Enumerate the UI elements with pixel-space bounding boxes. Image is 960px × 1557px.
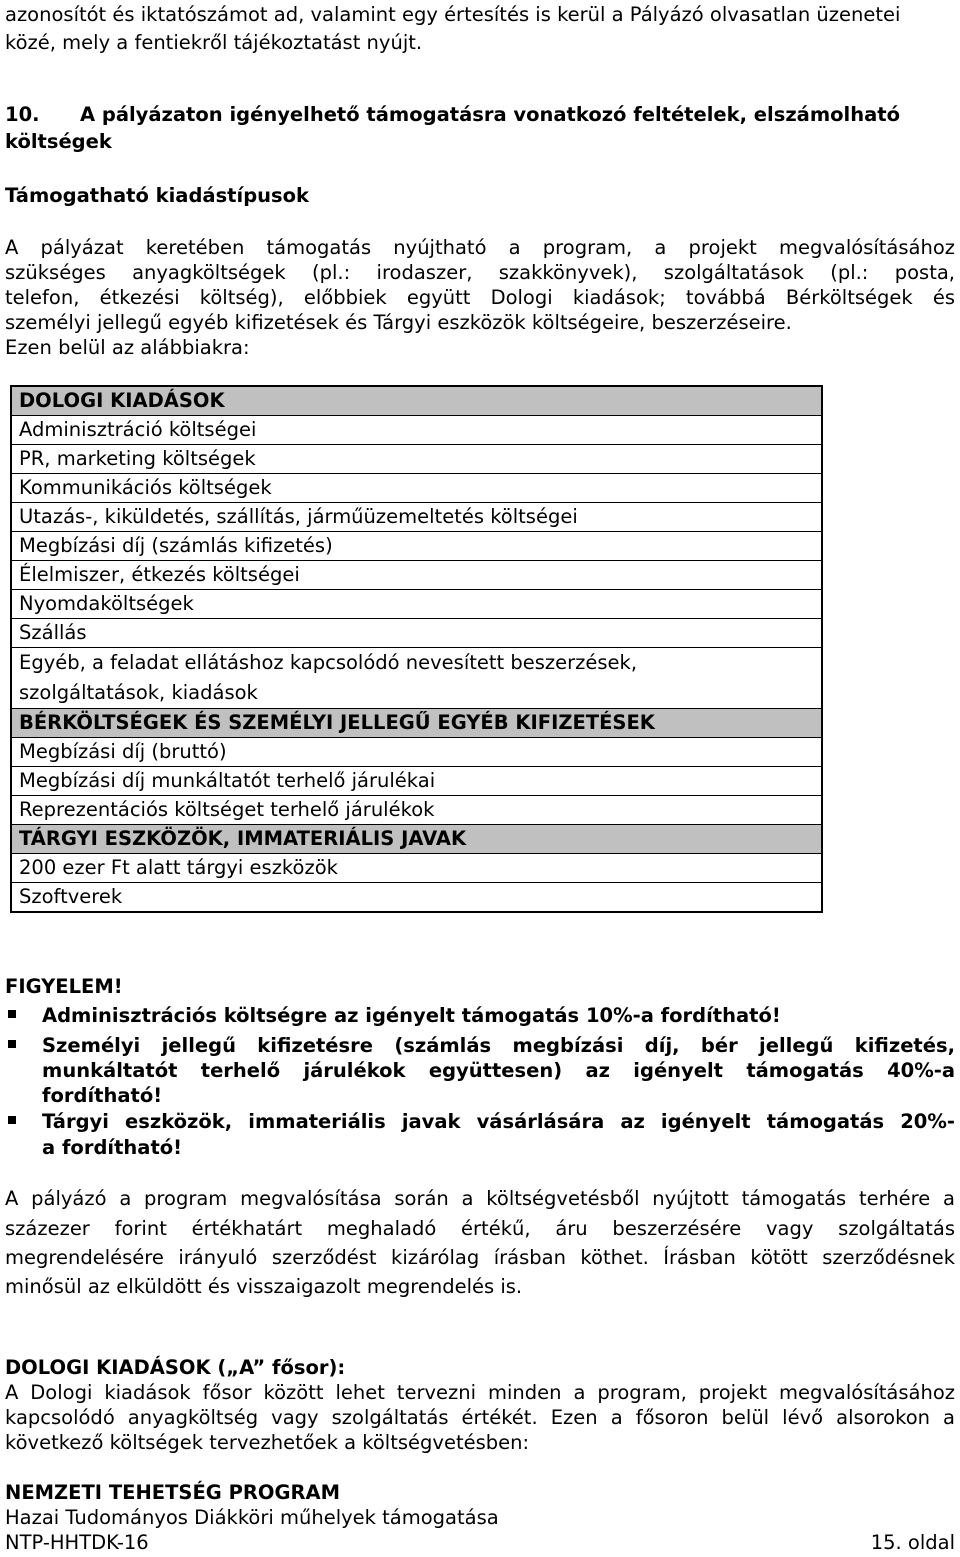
dologi-line-1: A Dologi kiadások fősor között lehet tervezni minden a program, projekt megvalósításához (5, 1381, 955, 1404)
table-cell: Megbízási díj munkáltatót terhelő járulékai (11, 767, 822, 796)
table-cell: Adminisztráció költségei (11, 416, 822, 445)
page-number: 15. oldal (870, 1531, 955, 1554)
para1-line-4: személyi jellegű egyéb kifizetések és Tárgyi eszközök költségeire, beszerzéseire. (5, 311, 792, 334)
para1-line-2: szükséges anyagköltségek (pl.: irodaszer, szakkönyvek), szolgáltatások (pl.: posta, (5, 261, 955, 284)
cost-table (10, 385, 823, 913)
table-cell: Szállás (11, 619, 822, 648)
section-title-line2: költségek (5, 130, 112, 153)
table-row (11, 738, 822, 767)
warning-bullet-2-line2: munkáltatót terhelő járulékok együttesen) az igényelt támogatás 40%-a (42, 1059, 955, 1082)
table-cell: Élelmiszer, étkezés költségei (11, 561, 822, 590)
section-number: 10. (5, 103, 40, 126)
category-dologi: DOLOGI KIADÁSOK (11, 386, 822, 416)
table-cell: Utazás-, kiküldetés, szállítás, járműüzemeltetés költségei (11, 503, 822, 532)
table-row (11, 796, 822, 825)
dologi-heading: DOLOGI KIADÁSOK („A” fősor): (5, 1356, 346, 1379)
para1-line-3: telefon, étkezési költség), előbbiek együtt Dologi kiadások; továbbá Bérköltségek és (5, 286, 955, 309)
subheading: Támogatható kiadástípusok (5, 184, 310, 207)
warning-bullet-1: Adminisztrációs költségre az igényelt támogatás 10%-a fordítható! (42, 1004, 781, 1027)
footer-code: NTP-HHTDK-16 (5, 1531, 149, 1554)
table-cell: PR, marketing költségek (11, 445, 822, 474)
warning-bullet-2-line3: fordítható! (42, 1084, 163, 1107)
table-row (11, 503, 822, 532)
table-row (11, 590, 822, 619)
bullet-square-icon (8, 1010, 16, 1018)
table-cell: Szoftverek (11, 883, 822, 913)
table-row (11, 445, 822, 474)
dologi-line-3: következő költségek tervezhetőek a költségvetésben: (5, 1431, 530, 1454)
table-cell (11, 648, 822, 709)
cell-line-1: Egyéb, a feladat ellátáshoz kapcsolódó nevesített beszerzések, (19, 651, 638, 674)
table-cell: Kommunikációs költségek (11, 474, 822, 503)
cell-line-2: szolgáltatások, kiadások (19, 681, 258, 704)
warning-bullet-3-line1: Tárgyi eszközök, immateriális javak vásárlására az igényelt támogatás 20%- (42, 1110, 955, 1133)
table-row (11, 561, 822, 590)
category-berkoltsegek: BÉRKÖLTSÉGEK ÉS SZEMÉLYI JELLEGŰ EGYÉB KIFIZETÉSEK (11, 709, 822, 738)
table-cell: 200 ezer Ft alatt tárgyi eszközök (11, 854, 822, 883)
table-row (11, 883, 822, 913)
para2-line-1: A pályázó a program megvalósítása során a költségvetésből nyújtott támogatás terhére a (5, 1187, 955, 1210)
table-category-row (11, 386, 822, 416)
table-row (11, 532, 822, 561)
table-cell: Nyomdaköltségek (11, 590, 822, 619)
table-row (11, 767, 822, 796)
bullet-square-icon (8, 1116, 16, 1124)
para2-line-3: megrendelésére irányuló szerződést kizárólag írásban köthet. Írásban kötött szerződésnek (5, 1246, 955, 1269)
intro-line-1: azonosítót és iktatószámot ad, valamint egy értesítés is kerül a Pályázó olvasatlan üzenetei (5, 3, 901, 26)
warning-bullet-2-line1: Személyi jellegű kifizetésre (számlás megbízási díj, bér jellegű kifizetés, (42, 1034, 955, 1057)
intro-line-2: közé, mely a fentiekről tájékoztatást nyújt. (5, 31, 423, 54)
bullet-square-icon (8, 1040, 16, 1048)
table-category-row (11, 825, 822, 854)
table-row (11, 474, 822, 503)
table-category-row (11, 709, 822, 738)
section-title-line1: A pályázaton igényelhető támogatásra vonatkozó feltételek, elszámolható (80, 103, 900, 126)
para1-line-5: Ezen belül az alábbiakra: (5, 336, 250, 359)
table-cell: Megbízási díj (bruttó) (11, 738, 822, 767)
table-row (11, 648, 822, 709)
warning-title: FIGYELEM! (5, 975, 123, 998)
table-cell: Megbízási díj (számlás kifizetés) (11, 532, 822, 561)
para2-line-2: százezer forint értékhatárt meghaladó értékű, áru beszerzésére vagy szolgáltatás (5, 1217, 955, 1240)
footer-subtitle: Hazai Tudományos Diákköri műhelyek támogatása (5, 1506, 499, 1529)
table-row (11, 416, 822, 445)
category-targyi: TÁRGYI ESZKÖZÖK, IMMATERIÁLIS JAVAK (11, 825, 822, 854)
footer-program: NEMZETI TEHETSÉG PROGRAM (5, 1481, 340, 1504)
para1-line-1: A pályázat keretében támogatás nyújtható a program, a projekt megvalósításához (5, 236, 955, 259)
table-cell: Reprezentációs költséget terhelő járulékok (11, 796, 822, 825)
para2-line-4: minősül az elküldött és visszaigazolt megrendelés is. (5, 1275, 523, 1298)
dologi-line-2: kapcsolódó anyagköltség vagy szolgáltatás értékét. Ezen a fősoron belül lévő alsorokon a (5, 1406, 955, 1429)
table-row (11, 854, 822, 883)
table-row (11, 619, 822, 648)
warning-bullet-3-line2: a fordítható! (42, 1136, 183, 1159)
